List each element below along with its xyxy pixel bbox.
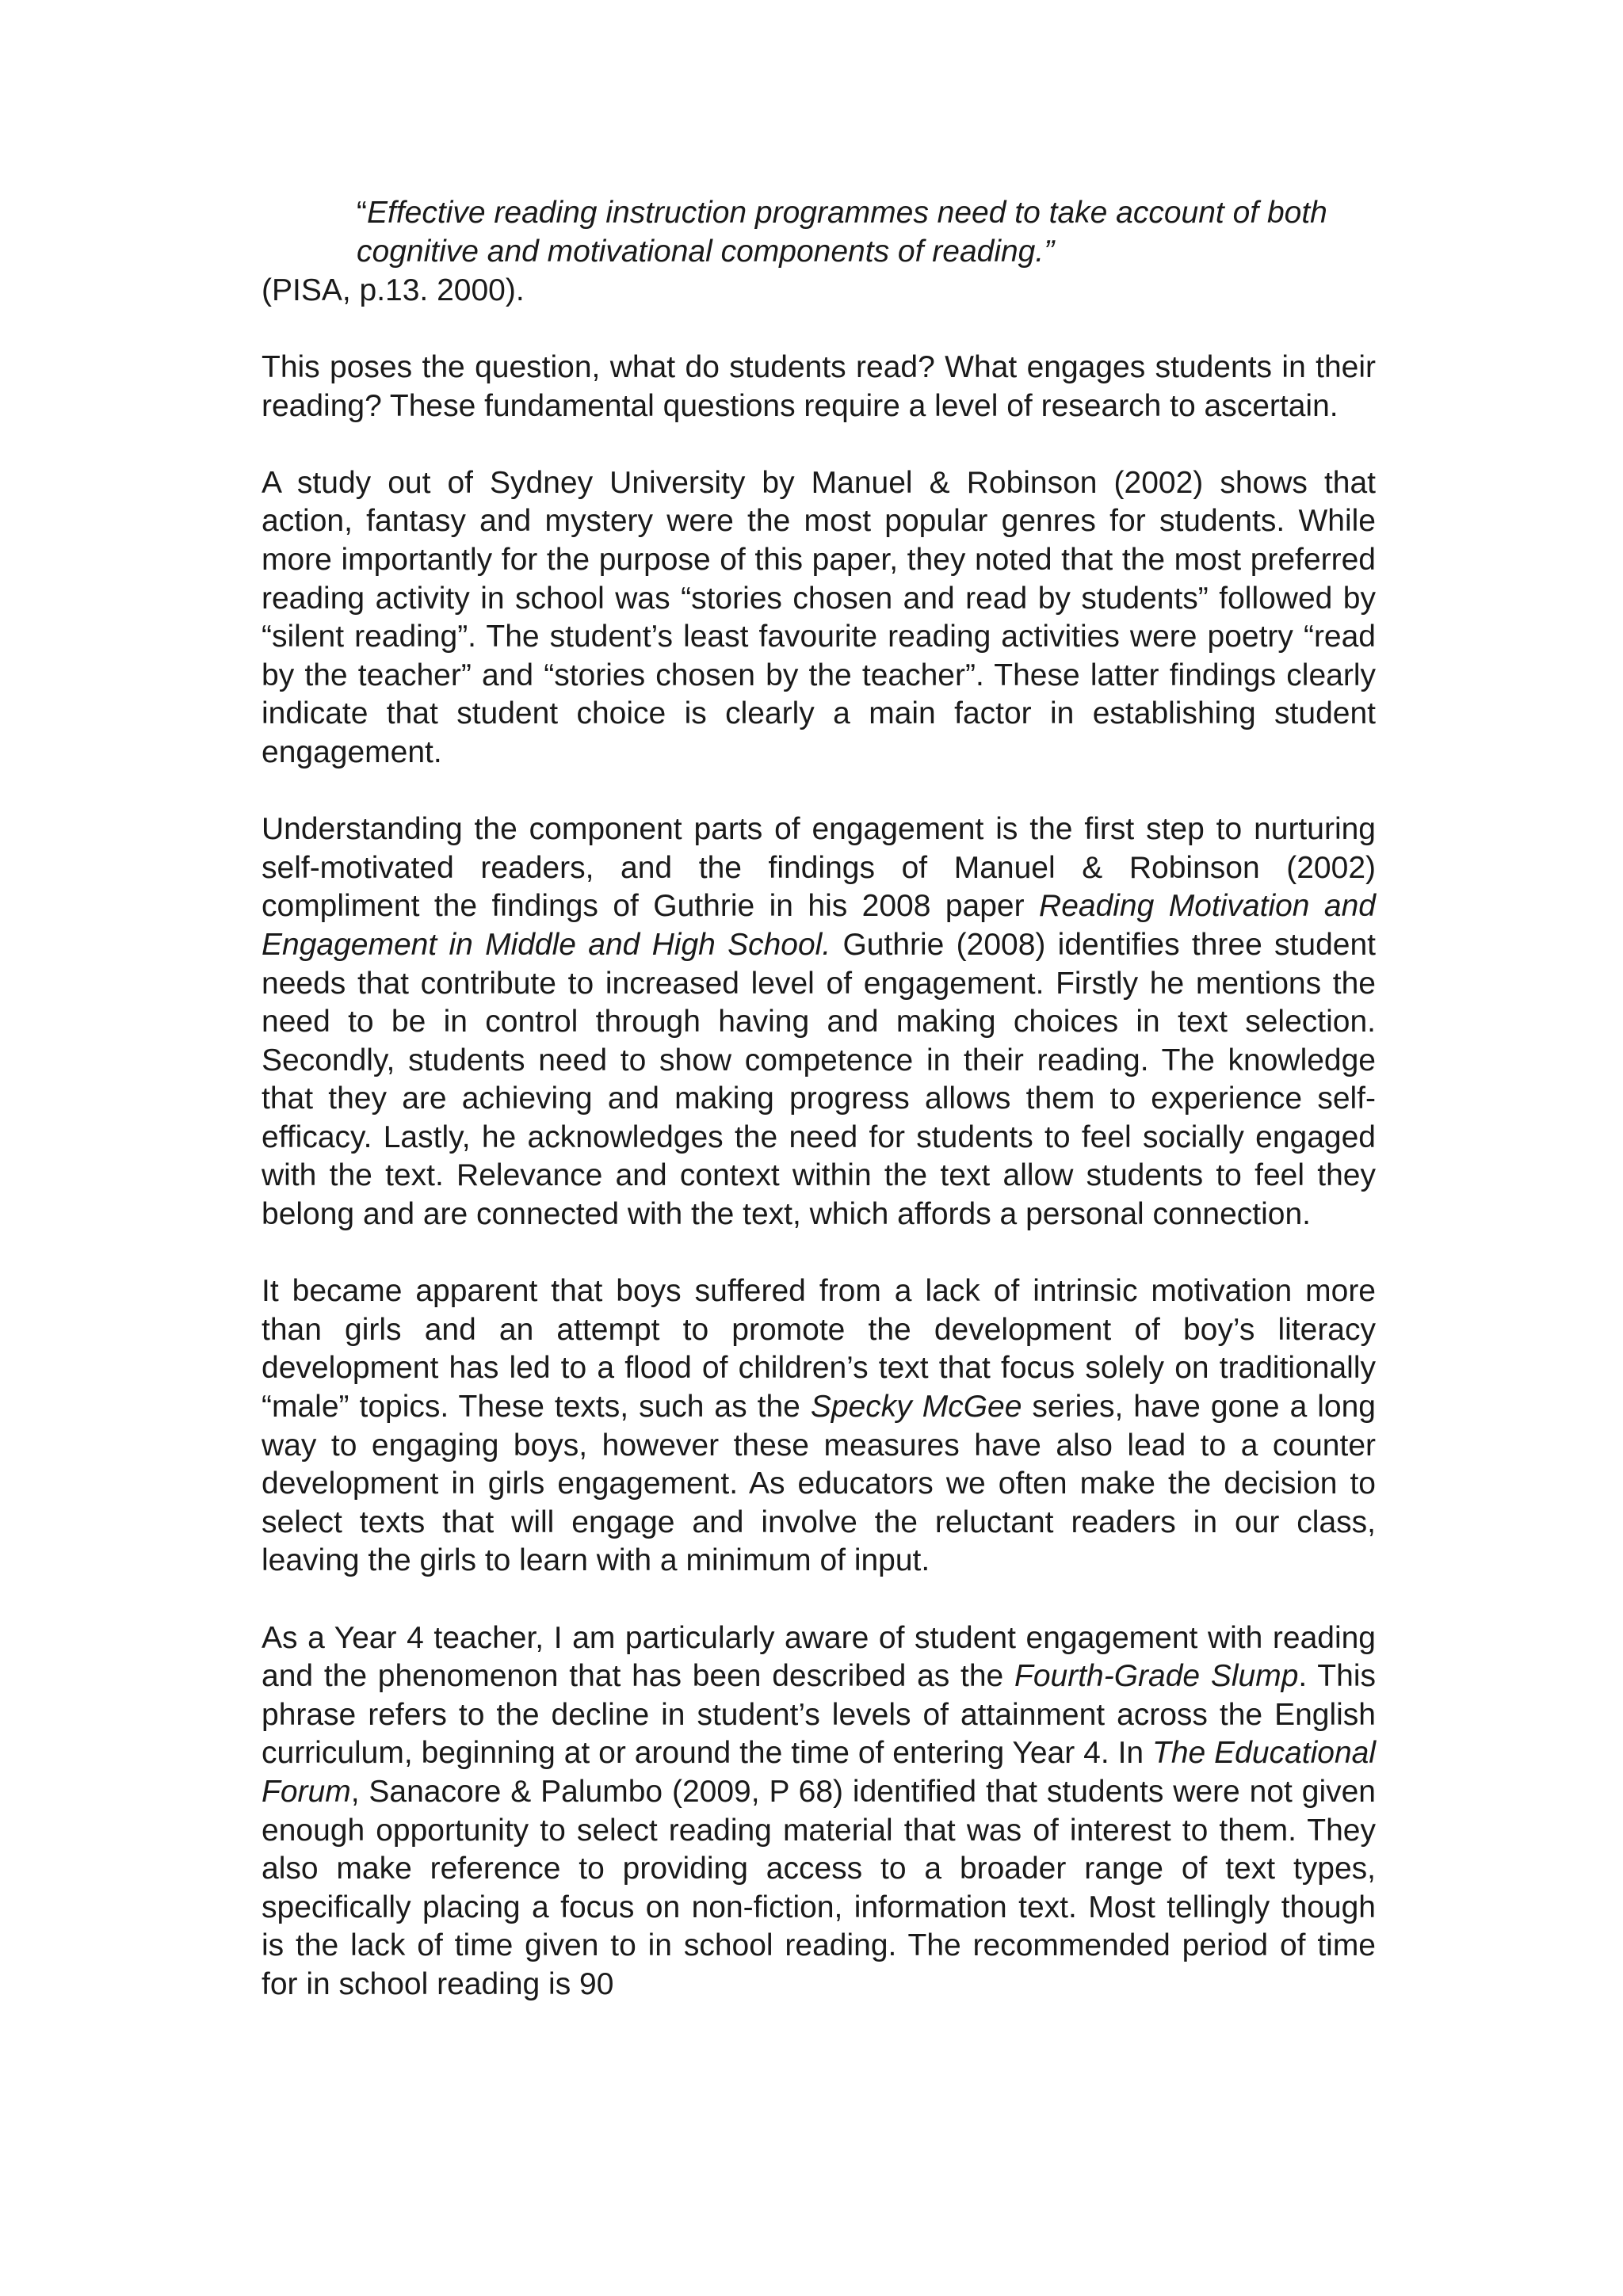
paragraph-3-text-a: Understanding the component parts of engagement is the first step to nurturing self-motivated readers, and the findings of Manuel & Robinson (2002) compliment the findings of Guthrie in his 2008 paper: [262, 812, 1376, 924]
paper-title: Reading Motivation and Engagement in Middle and High School.: [262, 889, 1376, 962]
paragraph-5-text-b: . This phrase refers to the decline in student’s levels of attainment across the English curriculum, beginning at or around the time of entering Year 4. In: [262, 1659, 1376, 1771]
paragraph-5-text-a: As a Year 4 teacher, I am particularly aware of student engagement with reading and the phenomenon that has been described as the: [262, 1620, 1376, 1694]
paragraph-5-text-c: , Sanacore & Palumbo (2009, P 68) identified that students were not given enough opportunity to select reading material that was of interest to them. They also make reference to providing access to a broader range of text types, specifically placing a focus on non-fiction, information text. Most tellingly though is the lack of time given to in school reading. The recommended period of time for in school reading is 90: [262, 1774, 1376, 2001]
journal-title: The Educational Forum: [262, 1736, 1376, 1809]
quote-text: Effective reading instruction programmes need to take account of both cognitive and motivational components of reading.”: [357, 196, 1327, 269]
quote-citation: (PISA, p.13. 2000).: [262, 273, 525, 307]
document-page: [262, 193, 1376, 2004]
block-quote: [357, 193, 1376, 271]
series-title: Specky McGee: [810, 1390, 1022, 1425]
paragraph-4: [262, 1272, 1376, 1581]
paragraph-1: This poses the question, what do students read? What engages students in their reading? These fundamental questions require a level of research to ascertain.: [262, 350, 1376, 423]
paragraph-3: [262, 810, 1376, 1234]
quote-open-mark: “: [357, 196, 367, 230]
paragraph-4-text-b: series, have gone a long way to engaging boys, however these measures have also lead to a counter development in girls engagement. As educators we often make the decision to select texts that will engage and involve the reluctant readers in our class, leaving the girls to learn with a minimum of input.: [262, 1390, 1376, 1578]
paragraph-5: [262, 1619, 1376, 2004]
paragraph-2: A study out of Sydney University by Manuel & Robinson (2002) shows that action, fantasy and mystery were the most popular genres for students. While more importantly for the purpose of this paper, they noted that the most preferred reading activity in school was “stories chosen and read by students” followed by “silent reading”. The student’s least favourite reading activities were poetry “read by the teacher” and “stories chosen by the teacher”. These latter findings clearly indicate that student choice is clearly a main factor in establishing student engagement.: [262, 465, 1376, 769]
paragraph-3-text-b: Guthrie (2008) identifies three student needs that contribute to increased level of engagement. Firstly he mentions the need to be in control through having and making choices in text selection. Secondly, students need to show competence in their reading. The knowledge that they are achieving and making progress allows them to experience self-efficacy. Lastly, he acknowledges the need for students to feel socially engaged with the text. Relevance and context within the text allow students to feel they belong and are connected with the text, which affords a personal connection.: [262, 927, 1376, 1232]
paragraph-4-text-a: It became apparent that boys suffered from a lack of intrinsic motivation more than girls and an attempt to promote the development of boy’s literacy development has led to a flood of children’s text that focus solely on traditionally “male” topics. These texts, such as the: [262, 1274, 1376, 1425]
phenomenon-term: Fourth-Grade Slump: [1014, 1659, 1299, 1694]
